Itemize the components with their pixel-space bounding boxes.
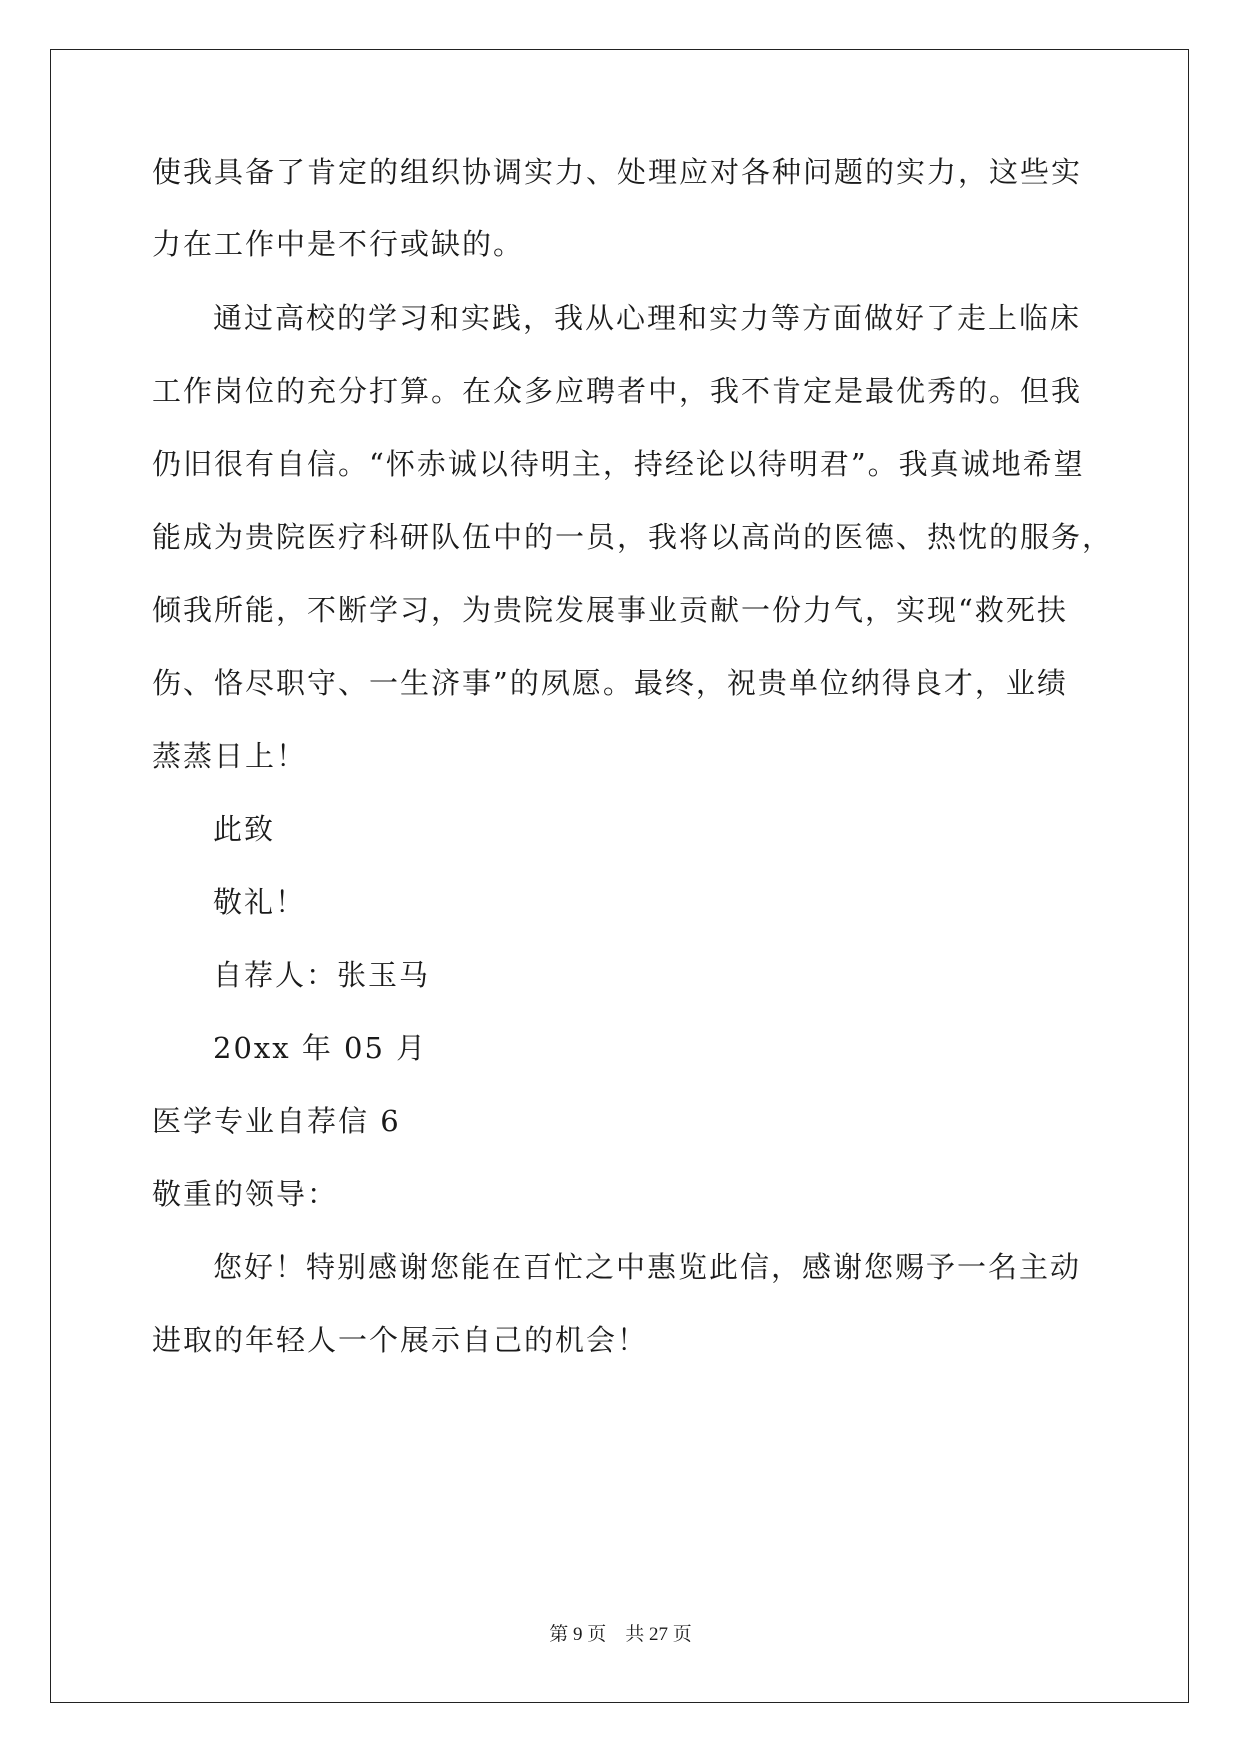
paragraph-line: 倾我所能，不断学习，为贵院发展事业贡献一份力气，实现“救死扶 [152, 593, 1068, 627]
page-number: 第 9 页 共 27 页 [549, 1624, 692, 1645]
paragraph-line: 进取的年轻人一个展示自己的机会！ [152, 1323, 649, 1357]
greeting-line: 敬重的领导： [152, 1177, 339, 1211]
paragraph-line: 伤、恪尽职守、一生济事”的夙愿。最终，祝贵单位纳得良才，业绩 [152, 666, 1068, 700]
page-footer [0, 1623, 1241, 1647]
closing-regards: 敬礼！ [213, 885, 307, 919]
section-title: 医学专业自荐信 6 [152, 1104, 401, 1138]
paragraph-line: 力在工作中是不行或缺的。 [152, 227, 525, 261]
paragraph-line: 使我具备了肯定的组织协调实力、处理应对各种问题的实力，这些实 [152, 155, 1083, 189]
paragraph-line: 能成为贵院医疗科研队伍中的一员，我将以高尚的医德、热忱的服务， [152, 520, 1114, 554]
paragraph-line: 通过高校的学习和实践，我从心理和实力等方面做好了走上临床 [213, 301, 1082, 335]
closing-salutation: 此致 [213, 812, 276, 846]
date-line: 20xx 年 05 月 [213, 1031, 428, 1065]
paragraph-line: 仍旧很有自信。“怀赤诚以待明主，持经论以待明君”。我真诚地希望 [152, 447, 1085, 481]
paragraph-line: 蒸蒸日上！ [152, 739, 308, 773]
paragraph-line: 您好！特别感谢您能在百忙之中惠览此信，感谢您赐予一名主动 [213, 1250, 1082, 1284]
signature-line: 自荐人：张玉马 [213, 958, 431, 992]
paragraph-line: 工作岗位的充分打算。在众多应聘者中，我不肯定是最优秀的。但我 [152, 374, 1083, 408]
